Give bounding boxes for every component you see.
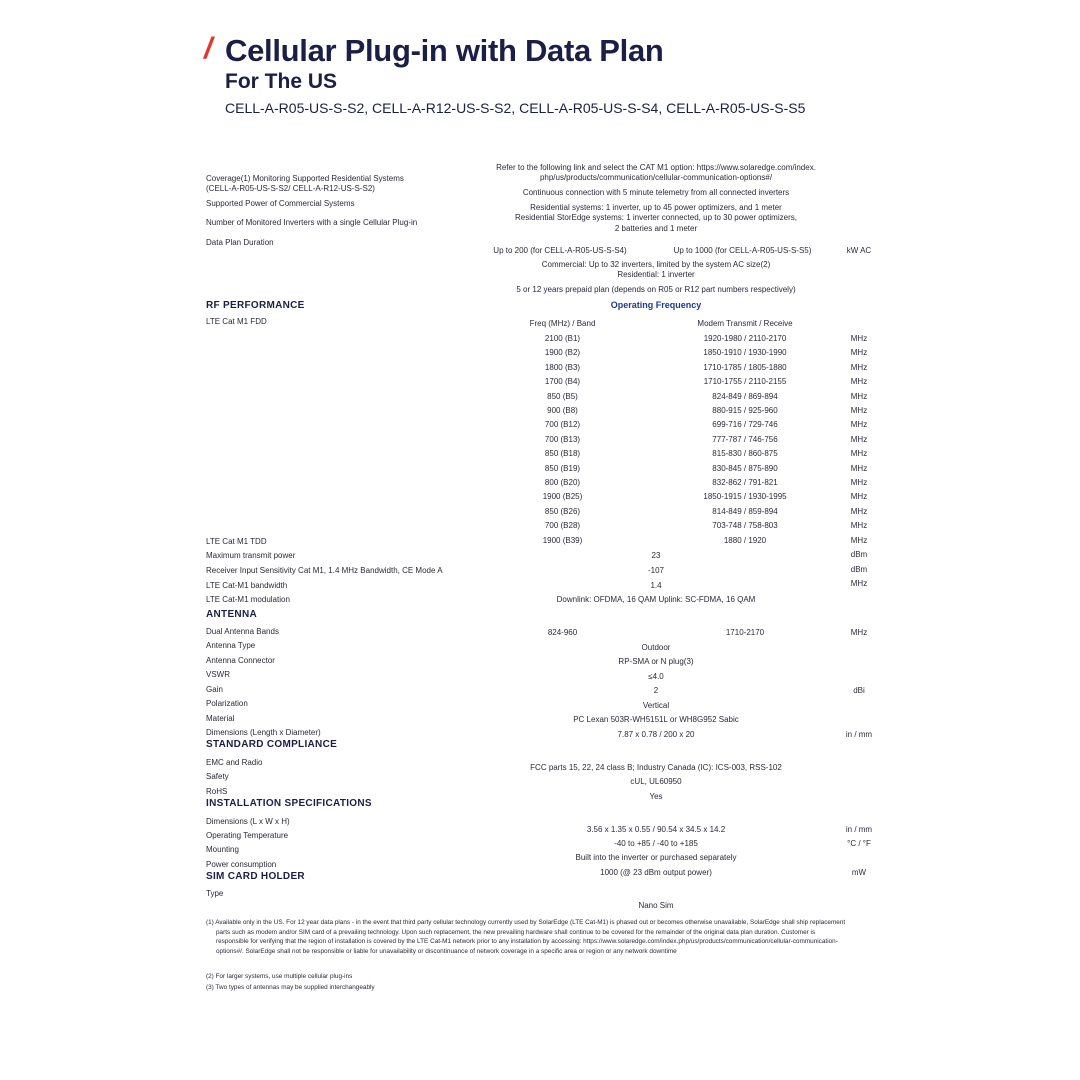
band-transmit-receive: 1710-1785 / 1805-1880 [703, 362, 787, 372]
polarization-value: Vertical [642, 701, 670, 710]
gain-unit: dBi [853, 686, 865, 695]
sim-type-value: Nano Sim [638, 901, 674, 910]
max-transmit-power-unit: dBm [850, 550, 868, 559]
sim-type-label: Type [206, 889, 224, 898]
dual-antenna-low-band: 824-960 [547, 628, 578, 637]
gain-value: 2 [653, 686, 659, 695]
band-transmit-receive: 777-787 / 746-756 [712, 434, 778, 444]
band-frequency: 900 (B8) [547, 406, 578, 415]
band-unit: MHz [850, 449, 868, 459]
brand-slash-icon: / [204, 32, 213, 65]
sim-card-holder-heading: SIM CARD HOLDER [206, 871, 305, 882]
residential-value-line2: Residential StorEdge systems: 1 inverter connected, up to 30 power optimizers, [515, 213, 797, 222]
mounting-label: Mounting [206, 845, 239, 854]
emc-radio-value: FCC parts 15, 22, 24 class B; Industry Canada (IC): ICS-003, RSS-102 [530, 763, 782, 772]
operating-temperature-value: -40 to +85 / -40 to +185 [614, 839, 698, 848]
antenna-connector-label: Antenna Connector [206, 656, 275, 665]
power-consumption-label: Power consumption [206, 860, 277, 869]
band-transmit-receive: 832-862 / 791-821 [712, 478, 778, 487]
commercial-inverters-value: Commercial: Up to 32 inverters, limited by the system AC size(2) [541, 260, 771, 269]
power-unit: kW AC [846, 246, 872, 255]
band-frequency: 700 (B13) [544, 434, 581, 444]
vswr-label: VSWR [206, 670, 230, 679]
antenna-dimensions-unit: in / mm [845, 730, 873, 739]
band-unit: MHz [850, 406, 868, 415]
band-transmit-receive: 699-716 / 729-746 [712, 420, 778, 430]
data-plan-value: 5 or 12 years prepaid plan (depends on R05 or R12 part numbers respectively) [516, 285, 796, 294]
page-title: Cellular Plug-in with Data Plan [225, 33, 664, 68]
emc-radio-label: EMC and Radio [206, 758, 263, 767]
band-frequency: 2100 (B1) [544, 334, 581, 343]
installation-dimensions-unit: in / mm [845, 825, 873, 834]
coverage-link-line1: Refer to the following link and select the CAT M1 option: https://www.solaredge.com/index. [496, 163, 816, 172]
max-transmit-power-value: 23 [651, 551, 661, 560]
power-s4-value: Up to 200 (for CELL-A-R05-US-S-S4) [493, 246, 627, 255]
modulation-label: LTE Cat-M1 modulation [206, 595, 290, 604]
band-frequency: 850 (B26) [544, 506, 581, 516]
band-transmit-receive: 880-915 / 925-960 [712, 406, 778, 415]
safety-label: Safety [206, 772, 229, 781]
antenna-type-value: Outdoor [641, 643, 671, 652]
polarization-label: Polarization [206, 699, 248, 708]
rohs-value: Yes [649, 792, 663, 801]
receiver-sensitivity-unit: dBm [850, 565, 868, 574]
residential-value-line1: Residential systems: 1 inverter, up to 45 power optimizers, and 1 meter [530, 203, 782, 212]
band-frequency: 1900 (B25) [542, 492, 583, 502]
dual-antenna-bands-label: Dual Antenna Bands [206, 627, 279, 636]
commercial-power-label: Supported Power of Commercial Systems [206, 199, 355, 208]
band-unit: MHz [850, 463, 868, 473]
power-consumption-value: 1000 (@ 23 dBm output power) [600, 868, 712, 877]
operating-frequency-heading: Operating Frequency [610, 300, 702, 310]
band-frequency: 850 (B19) [544, 463, 581, 473]
band-transmit-receive: 814-849 / 859-894 [712, 506, 778, 516]
lte-fdd-label: LTE Cat M1 FDD [206, 317, 267, 326]
bandwidth-label: LTE Cat-M1 bandwidth [206, 581, 288, 590]
band-frequency: 1900 (B2) [544, 348, 581, 358]
freq-band-header: Freq (MHz) / Band [529, 319, 596, 328]
modulation-value: Downlink: OFDMA, 16 QAM Uplink: SC-FDMA, 16 QAM [556, 595, 756, 604]
receiver-sensitivity-label: Receiver Input Sensitivity Cat M1, 1.4 MHz Bandwidth, CE Mode A [206, 566, 443, 575]
power-s5-value: Up to 1000 (for CELL-A-R05-US-S-S5) [673, 246, 812, 255]
band-unit: MHz [850, 334, 868, 343]
band-unit: MHz [850, 492, 868, 502]
rf-performance-heading: RF PERFORMANCE [206, 300, 305, 311]
operating-temperature-label: Operating Temperature [206, 831, 289, 840]
installation-dimensions-value: 3.56 x 1.35 x 0.55 / 90.54 x 34.5 x 14.2 [586, 825, 726, 834]
band-frequency: 1800 (B3) [544, 362, 581, 372]
band-transmit-receive: 815-830 / 860-875 [712, 449, 778, 459]
transmit-receive-header: Modem Transmit / Receive [697, 319, 793, 328]
operating-temperature-unit: °C / °F [847, 839, 871, 848]
installation-heading: INSTALLATION SPECIFICATIONS [206, 798, 372, 809]
footnote-3: (3) Two types of antennas may be supplied interchangeably [206, 984, 375, 991]
material-value: PC Lexan 503R-WH5151L or WH8G952 Sabic [573, 715, 739, 724]
bandwidth-value: 1.4 [650, 581, 662, 590]
footnote-1: (1) Available only in the US. For 12 year data plans - in the event that third party cellular technology currently used by SolarEdge (LTE Cat-M1) is phased out or becomes otherwise unavailable, SolarEdge shall ship replacement parts such as modem and/or SIM card of a prevailing technology. Upon such replacement, the new prevailing hardware shall continue to be covered for the remainder of the original data plan duration. Customer is responsible for verifying that the region of installation is covered by the LTE Cat-M1 network prior to any installation by accessing: https://www.solaredge.com/index.php/us/products/communication/cellular-communication-options#/. SolarEdge shall not be responsible or liable for unavailability or discontinuance of network coverage in a specific area or region or any network downtime [206, 919, 846, 955]
installation-dimensions-label: Dimensions (L x W x H) [206, 817, 290, 826]
band-transmit-receive: 830-845 / 875-890 [712, 463, 778, 473]
antenna-dimensions-label: Dimensions (Length x Diameter) [206, 728, 321, 737]
dual-antenna-high-band: 1710-2170 [725, 628, 765, 637]
antenna-dimensions-value: 7.87 x 0.78 / 200 x 20 [617, 730, 695, 739]
band-unit: MHz [850, 362, 868, 372]
model-numbers: CELL-A-R05-US-S-S2, CELL-A-R12-US-S-S2, CELL-A-R05-US-S-S4, CELL-A-R05-US-S-S5 [225, 100, 806, 116]
band-frequency: 700 (B28) [544, 521, 581, 531]
material-label: Material [206, 714, 235, 723]
power-consumption-unit: mW [851, 868, 867, 877]
band-frequency: 850 (B18) [544, 449, 581, 459]
band-frequency: 800 (B20) [544, 478, 581, 487]
band-unit: MHz [850, 535, 868, 545]
antenna-heading: ANTENNA [206, 609, 257, 620]
band-unit: MHz [850, 391, 868, 401]
rohs-label: RoHS [206, 787, 228, 796]
residential-value-line3: 2 batteries and 1 meter [614, 224, 698, 233]
band-transmit-receive: 1710-1755 / 2110-2155 [703, 377, 787, 387]
band-frequency: 1700 (B4) [544, 377, 581, 387]
safety-value: cUL, UL60950 [630, 777, 682, 786]
data-plan-label: Data Plan Duration [206, 238, 274, 247]
monitored-inverters-label: Number of Monitored Inverters with a single Cellular Plug-in [206, 218, 418, 227]
band-transmit-receive: 703-748 / 758-803 [712, 521, 778, 531]
band-frequency: 1900 (B39) [542, 535, 583, 545]
bandwidth-unit: MHz [850, 579, 868, 588]
band-unit: MHz [850, 506, 868, 516]
band-transmit-receive: 1880 / 1920 [723, 535, 767, 545]
band-frequency: 700 (B12) [544, 420, 581, 430]
continuous-connection-value: Continuous connection with 5 minute telemetry from all connected inverters [522, 188, 790, 197]
lte-tdd-label: LTE Cat M1 TDD [206, 537, 267, 546]
band-unit: MHz [850, 521, 868, 531]
coverage-label-models: (CELL-A-R05-US-S-S2/ CELL-A-R12-US-S-S2) [206, 184, 375, 193]
standard-compliance-heading: STANDARD COMPLIANCE [206, 739, 338, 750]
footnote-2: (2) For larger systems, use multiple cellular plug-ins [206, 973, 353, 980]
antenna-type-label: Antenna Type [206, 641, 256, 650]
coverage-label: Coverage(1) Monitoring Supported Residential Systems [206, 174, 404, 183]
band-transmit-receive: 824-849 / 869-894 [712, 391, 778, 401]
page-subtitle: For The US [225, 70, 338, 93]
antenna-connector-value: RP-SMA or N plug(3) [618, 657, 694, 666]
receiver-sensitivity-value: -107 [647, 566, 664, 575]
dual-antenna-unit: MHz [850, 628, 868, 637]
residential-inverters-value: Residential: 1 inverter [617, 270, 695, 279]
band-transmit-receive: 1920-1980 / 2110-2170 [703, 334, 787, 343]
coverage-link-line2: php/us/products/communication/cellular-communication-options#/ [539, 173, 773, 182]
band-frequency: 850 (B5) [547, 391, 578, 401]
band-unit: MHz [850, 434, 868, 444]
gain-label: Gain [206, 685, 223, 694]
band-unit: MHz [850, 377, 868, 387]
band-unit: MHz [850, 348, 868, 358]
band-unit: MHz [850, 420, 868, 430]
max-transmit-power-label: Maximum transmit power [206, 551, 296, 560]
mounting-value: Built into the inverter or purchased separately [575, 853, 737, 862]
vswr-value: ≤4.0 [648, 672, 664, 681]
band-unit: MHz [850, 478, 868, 487]
band-transmit-receive: 1850-1915 / 1930-1995 [703, 492, 787, 502]
band-transmit-receive: 1850-1910 / 1930-1990 [703, 348, 787, 358]
